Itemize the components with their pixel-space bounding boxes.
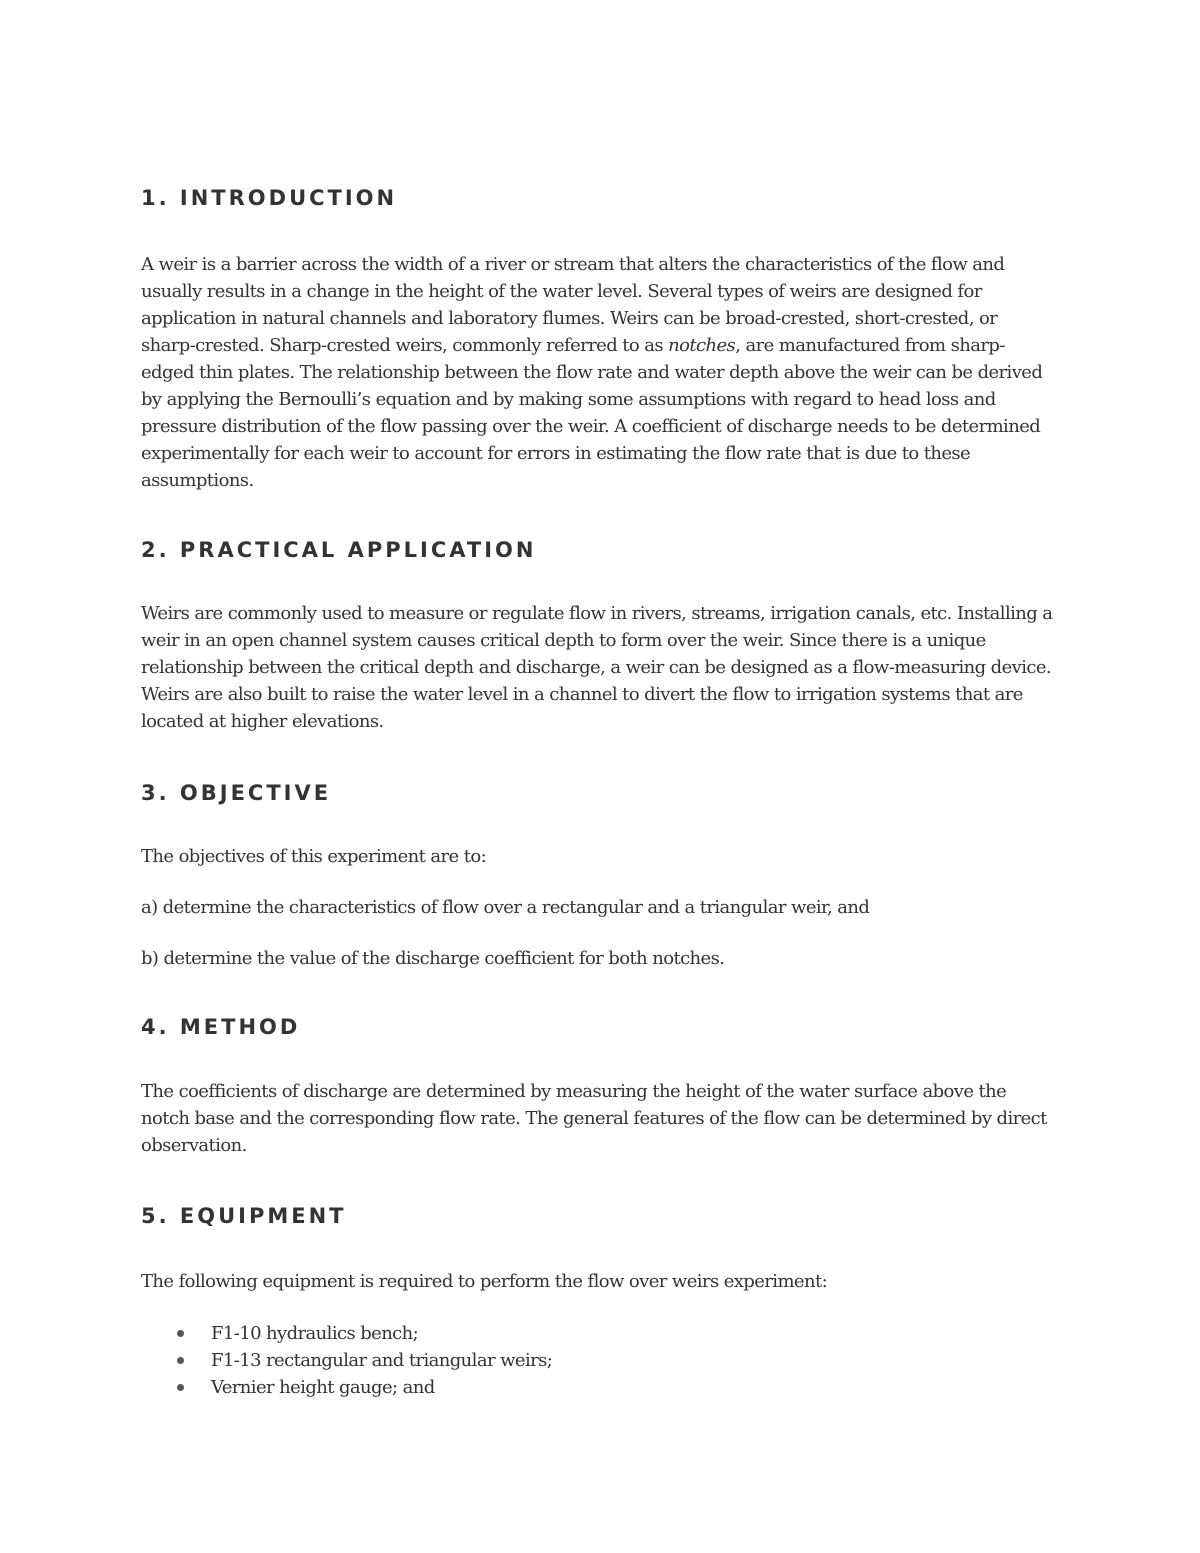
method-paragraph: The coefficients of discharge are determined by measuring the height of the water surface above the notch base and the corresponding flow rate. The general features of the flow can be determined by direct observation. [141, 1081, 1047, 1156]
list-item [141, 1374, 552, 1401]
introduction-heading: 1. INTRODUCTION [141, 186, 398, 210]
list-item [141, 1320, 552, 1347]
list-item-text: F1-13 rectangular and triangular weirs; [211, 1350, 553, 1371]
method-heading: 4. METHOD [141, 1015, 301, 1039]
equipment-heading: 5. EQUIPMENT [141, 1204, 347, 1228]
objective-item-b: b) determine the value of the discharge coefficient for both notches. [141, 948, 725, 969]
bullet-icon [177, 1330, 184, 1337]
objective-intro: The objectives of this experiment are to: [141, 846, 487, 867]
objective-heading: 3. OBJECTIVE [141, 781, 332, 805]
equipment-list [141, 1320, 552, 1401]
introduction-paragraph [141, 251, 1056, 494]
list-item-text: F1-10 hydraulics bench; [211, 1323, 419, 1344]
introduction-text-start: A weir is a barrier across the width of a river or stream that alters the characteristics of the flow and usually results in a change in the height of the water level. Several types of weirs are designed for application in natural channels and laboratory flumes. Weirs can be broad-crested, short-crested, or sharp-crested. Sharp-crested weirs, commonly referred to as [141, 254, 1005, 356]
equipment-intro: The following equipment is required to perform the flow over weirs experiment: [141, 1271, 828, 1292]
bullet-icon [177, 1384, 184, 1391]
practical-application-heading: 2. PRACTICAL APPLICATION [141, 538, 537, 562]
objective-item-a: a) determine the characteristics of flow over a rectangular and a triangular weir, and [141, 897, 870, 918]
bullet-icon [177, 1357, 184, 1364]
introduction-text-end: , are manufactured from sharp-edged thin plates. The relationship between the flow rate and water depth above the weir can be derived by applying the Bernoulli’s equation and by making some assumptions with regard to head loss and pressure distribution of the flow passing over the weir. A coefficient of discharge needs to be determined experimentally for each weir to account for errors in estimating the flow rate that is due to these assumptions. [141, 335, 1043, 491]
list-item-text: Vernier height gauge; and [211, 1377, 435, 1398]
list-item [141, 1347, 552, 1374]
practical-application-paragraph: Weirs are commonly used to measure or regulate flow in rivers, streams, irrigation canals, etc. Installing a weir in an open channel system causes critical depth to form over the weir. Since there is a unique relationship between the critical depth and discharge, a weir can be designed as a flow-measuring device. Weirs are also built to raise the water level in a channel to divert the flow to irrigation systems that are located at higher elevations. [141, 603, 1053, 732]
notches-emphasis: notches [668, 335, 736, 356]
